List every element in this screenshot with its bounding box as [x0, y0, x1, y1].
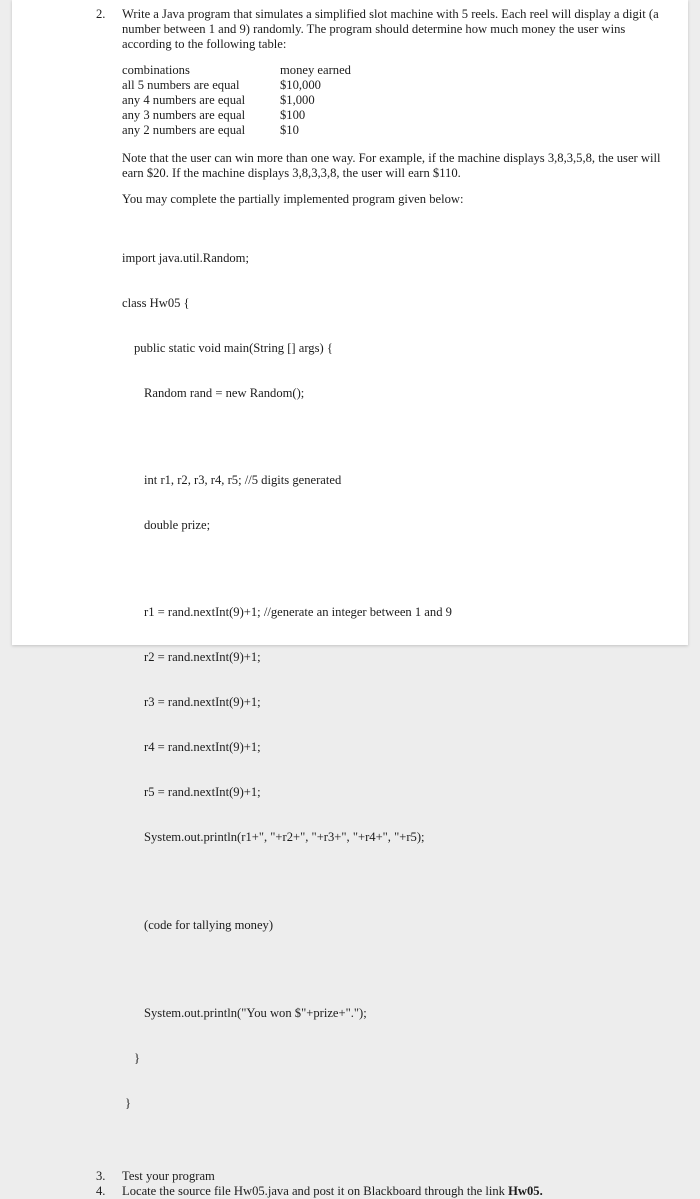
table-header-money: money earned	[280, 63, 351, 77]
code-line-tally: (code for tallying money)	[144, 918, 274, 932]
question-3-text: Test your program	[122, 1169, 215, 1183]
table-cell-money: $10	[280, 123, 299, 137]
question-4-text: Locate the source file Hw05.java and post it on Blackboard through the link	[122, 1184, 509, 1198]
code-line-main: public static void main(String [] args) {	[134, 341, 333, 355]
code-line-close-main: }	[134, 1051, 141, 1065]
code-line-println-reels: System.out.println(r1+", "+r2+", "+r3+", "+r4+", "+r5);	[144, 830, 425, 844]
code-line-r5: r5 = rand.nextInt(9)+1;	[144, 785, 261, 799]
question-2-text: Write a Java program that simulates a simplified slot machine with 5 reels. Each reel will display a digit (a number between 1 and 9) randomly. The program should determine how much money the user wins according to the following table:	[122, 7, 659, 51]
table-cell-combination: all 5 numbers are equal	[122, 78, 240, 92]
code-listing	[122, 221, 676, 1141]
document-page	[12, 0, 688, 1198]
note-paragraph	[122, 151, 676, 181]
table-cell-combination: any 3 numbers are equal	[122, 108, 246, 122]
table-cell-money: $1,000	[280, 93, 315, 107]
code-line-println-prize: System.out.println("You won $"+prize+".");	[144, 1006, 367, 1020]
question-number: 4.	[96, 1184, 106, 1198]
question-3	[96, 1169, 676, 1184]
code-line-double-decl: double prize;	[144, 518, 211, 532]
assignment-content	[96, 7, 676, 1199]
instruction-paragraph: You may complete the partially implemented program given below:	[122, 192, 464, 206]
note-text: Note that the user can win more than one way. For example, if the machine displays 3,8,3,5,8, the user will earn $20. If the machine displays 3,8,3,3,8, the user will earn $110.	[122, 151, 661, 180]
question-number: 2.	[96, 7, 106, 21]
table-header-combinations: combinations	[122, 63, 190, 77]
blackboard-link-label: Hw05.	[508, 1184, 543, 1198]
question-2	[96, 7, 676, 1141]
code-line-r3: r3 = rand.nextInt(9)+1;	[144, 695, 261, 709]
code-line-random: Random rand = new Random();	[144, 386, 305, 400]
table-cell-combination: any 2 numbers are equal	[122, 123, 246, 137]
question-4	[96, 1184, 676, 1199]
code-line-close-class: }	[125, 1096, 132, 1110]
table-cell-money: $10,000	[280, 78, 321, 92]
code-line-r4: r4 = rand.nextInt(9)+1;	[144, 740, 261, 754]
code-line-class: class Hw05 {	[122, 296, 190, 310]
question-number: 3.	[96, 1169, 106, 1183]
code-line-r2: r2 = rand.nextInt(9)+1;	[144, 650, 261, 664]
table-cell-money: $100	[280, 108, 306, 122]
code-line-r1: r1 = rand.nextInt(9)+1; //generate an integer between 1 and 9	[144, 605, 452, 619]
winnings-table	[122, 63, 676, 138]
code-line-int-decl: int r1, r2, r3, r4, r5; //5 digits generated	[144, 473, 342, 487]
table-cell-combination: any 4 numbers are equal	[122, 93, 246, 107]
remaining-questions	[96, 1169, 676, 1199]
code-line-import: import java.util.Random;	[122, 251, 249, 265]
